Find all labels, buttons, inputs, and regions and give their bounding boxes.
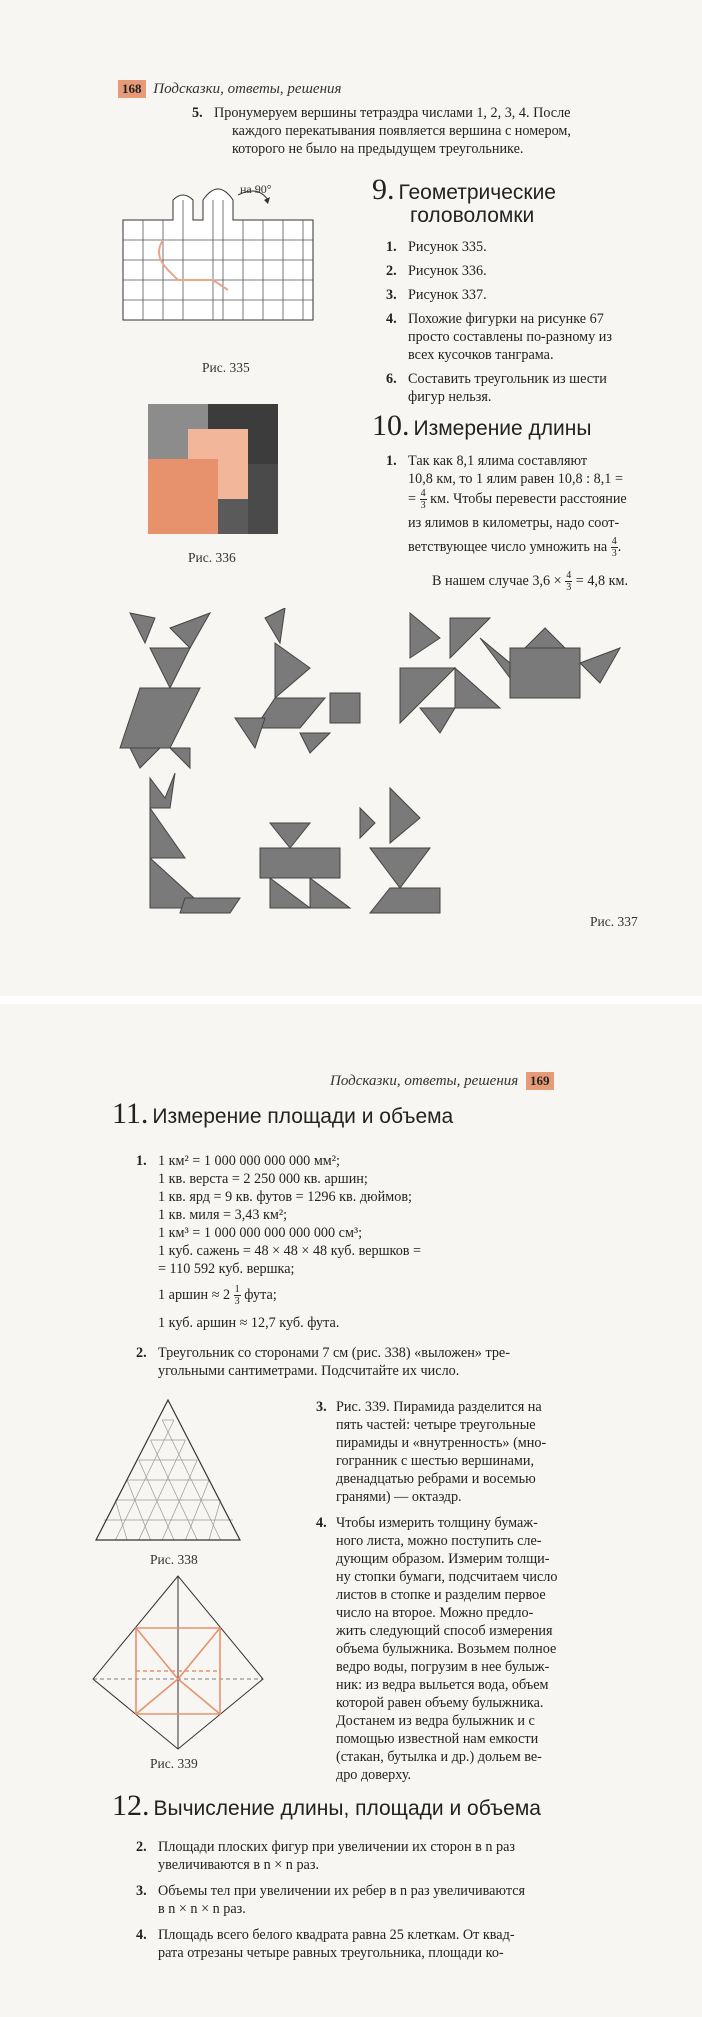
s9-item-line: Рисунок 336. [408,263,487,279]
fraction-4-3 [565,570,572,593]
s11-line: пять частей: четыре треугольные [336,1417,536,1433]
section-10-heading [372,409,592,442]
figure-337-caption: Рис. 337 [590,914,638,929]
figure-335-grid [118,180,318,350]
s11-line: 1 кв. миля = 3,43 км²; [158,1207,288,1223]
frac-den: 3 [234,1296,240,1307]
figure-335-caption: Рис. 335 [202,360,250,375]
s12-item-number: 3. [136,1883,147,1899]
s9-item-number: 2. [386,263,397,279]
s11-line: Чтобы измерить толщину бумаж- [336,1515,538,1531]
figure-336-tangram-square [148,404,278,534]
s11-line: двенадцатью ребрами и восемью [336,1471,536,1487]
s9-item-number: 6. [386,371,397,387]
s10-line: 10,8 км, то 1 ялим равен 10,8 : 8,1 = [408,471,623,487]
s10-item-number: 1. [386,453,397,469]
figure-336-caption: Рис. 336 [188,550,236,565]
section-10-title: Измерение длины [413,417,592,440]
item-5-number: 5. [192,105,203,121]
s12-line: рата отрезаны четыре равных треугольника, площади ко- [158,1945,504,1961]
s11-line: угольными сантиметрами. Подсчитайте их число. [158,1363,460,1379]
page-gap [0,996,702,1004]
s9-item-number: 3. [386,287,397,303]
s11-line: ну стопки бумаги, подсчитаем число [336,1569,558,1585]
arshin-post: фута; [244,1286,277,1303]
section-12-heading [112,1789,541,1822]
s12-line: Площади плоских фигур при увеличении их сторон в n раз [158,1839,515,1855]
s9-item-line: фигур нельзя. [408,389,492,405]
page-169 [0,1004,702,2017]
s10-line: из ялимов в километры, надо соот- [408,515,620,531]
s9-item-line: Рисунок 337. [408,287,487,303]
s9-item-number: 1. [386,239,397,255]
frac-num: 4 [611,536,617,547]
s11-line: которой равен объему булыжника. [336,1695,544,1711]
s12-line: Объемы тел при увеличении их ребер в n раз увеличиваются [158,1883,526,1899]
s11-line: гранями) — октаэдр. [336,1489,462,1505]
section-9-title-line1: Геометрические [398,181,556,204]
header-title: Подсказки, ответы, решения [330,1073,519,1089]
s11-line: Достанем из ведра булыжник и с [336,1713,535,1729]
section-9-heading [372,173,556,206]
s11-line: 1 кв. ярд = 9 кв. футов = 1296 кв. дюймов; [158,1189,412,1205]
frac-den: 3 [611,548,617,559]
s12-line: увеличиваются в n × n раз. [158,1857,319,1873]
s11-line: 1 км² = 1 000 000 000 000 мм²; [158,1153,340,1169]
s11-line: 1 куб. сажень = 48 × 48 × 48 куб. вершков = [158,1243,422,1259]
figure-339-pyramid [88,1574,268,1754]
figure-339-caption: Рис. 339 [150,1756,198,1771]
section-11-title: Измерение площади и объема [152,1105,454,1128]
s11-line: объема булыжника. Возьмем полное [336,1641,557,1657]
frac-den: 3 [566,582,572,593]
frac-num: 4 [566,570,572,581]
frac-num: 4 [420,488,426,499]
s11-line: листов в стопке и разделим первое [336,1587,546,1603]
s12-item-number: 2. [136,1839,147,1855]
section-9-title-line2: головоломки [410,204,535,227]
arshin-pre: 1 аршин ≈ 2 [158,1286,231,1303]
item-5-line: каждого перекатывания появляется вершина с номером, [232,123,571,139]
s11-line: (стакан, бутылка и др.) дольем ве- [336,1749,542,1765]
s10-line [408,488,627,511]
s11-line: гогранник с шестью вершинами, [336,1453,535,1469]
s11-line: жить следующий способ измерения [336,1623,553,1639]
fraction-4-3 [611,536,618,559]
s12-item-number: 4. [136,1927,147,1943]
s11-item-number: 1. [136,1153,147,1169]
s11-line [158,1284,277,1307]
s11-line: 1 куб. аршин ≈ 12,7 куб. фута. [158,1315,340,1331]
rotate-label: на 90° [240,182,272,196]
s11-item-number: 4. [316,1515,327,1531]
s10-line3-text: км. Чтобы перевести расстояние [430,490,627,507]
s10-eq: = [408,490,417,507]
fraction-4-3 [420,488,427,511]
page-number: 169 [526,1072,554,1090]
s10-line5-text: ветствующее число умножить на [408,538,608,555]
s11-line: дро доверху. [336,1767,412,1783]
s9-item-number: 4. [386,311,397,327]
figure-338-triangle-grid [92,1396,256,1546]
s11-line: пирамиды и «внутренность» (мно- [336,1435,547,1451]
section-9-number: 9. [372,173,395,206]
s10-line: Так как 8,1 ялима составляют [408,453,588,469]
running-header [330,1072,554,1090]
s11-line: ник: из ведра выльется вода, объем [336,1677,549,1693]
s9-item-line: Рисунок 335. [408,239,487,255]
header-title: Подсказки, ответы, решения [153,81,342,97]
s10-line [432,570,628,593]
s11-line: Рис. 339. Пирамида разделится на [336,1399,542,1415]
s9-item-line: Составить треугольник из шести [408,371,607,387]
item-5-line: Пронумеруем вершины тетраэдра числами 1, 2, 3, 4. После [214,105,571,121]
s9-item-line: просто составлены по-разному из [408,329,612,345]
s9-item-line: всех кусочков танграма. [408,347,554,363]
s11-line: число на второе. Можно предло- [336,1605,534,1621]
s11-line: 1 км³ = 1 000 000 000 000 000 см³; [158,1225,363,1241]
s10-line6-pre: В нашем случае 3,6 × [432,572,562,589]
s11-line: ведро воды, погрузим в нее булыж- [336,1659,550,1675]
s11-line: 1 кв. верста = 2 250 000 кв. аршин; [158,1171,368,1187]
s11-line: ного листа, можно поступить сле- [336,1533,542,1549]
section-12-title: Вычисление длины, площади и объема [153,1797,541,1820]
s12-line: Площадь всего белого квадрата равна 25 клеткам. От квад- [158,1927,515,1943]
figure-338-caption: Рис. 338 [150,1552,198,1567]
running-header [118,80,342,98]
section-10-number: 10. [372,409,410,442]
section-12-number: 12. [112,1789,150,1822]
s11-item-number: 2. [136,1345,147,1361]
section-11-number: 11. [112,1097,149,1130]
item-5-line: которого не было на предыдущем треугольнике. [232,141,524,157]
s10-line6-post: = 4,8 км. [575,572,629,589]
s11-item-number: 3. [316,1399,327,1415]
page-number: 168 [118,80,146,98]
s11-line: помощью известной нам емкости [336,1731,539,1747]
s11-line: дующим образом. Измерим толщи- [336,1551,550,1567]
s10-line: ветствующее число умножить на $\frac{4}{3}$ . [408,536,622,559]
fraction-1-3 [234,1284,241,1307]
s9-item-line: Похожие фигурки на рисунке 67 [408,311,604,327]
frac-den: 3 [420,500,426,511]
s12-line: в n × n × n раз. [158,1901,246,1917]
frac-num: 1 [234,1284,240,1295]
figure-337-tangram-silhouettes [110,608,690,938]
s11-line: Треугольник со сторонами 7 см (рис. 338) «выложен» тре- [158,1345,510,1361]
page-168 [0,0,702,996]
section-11-heading [112,1097,454,1130]
s11-line: = 110 592 куб. вершка; [158,1261,295,1277]
